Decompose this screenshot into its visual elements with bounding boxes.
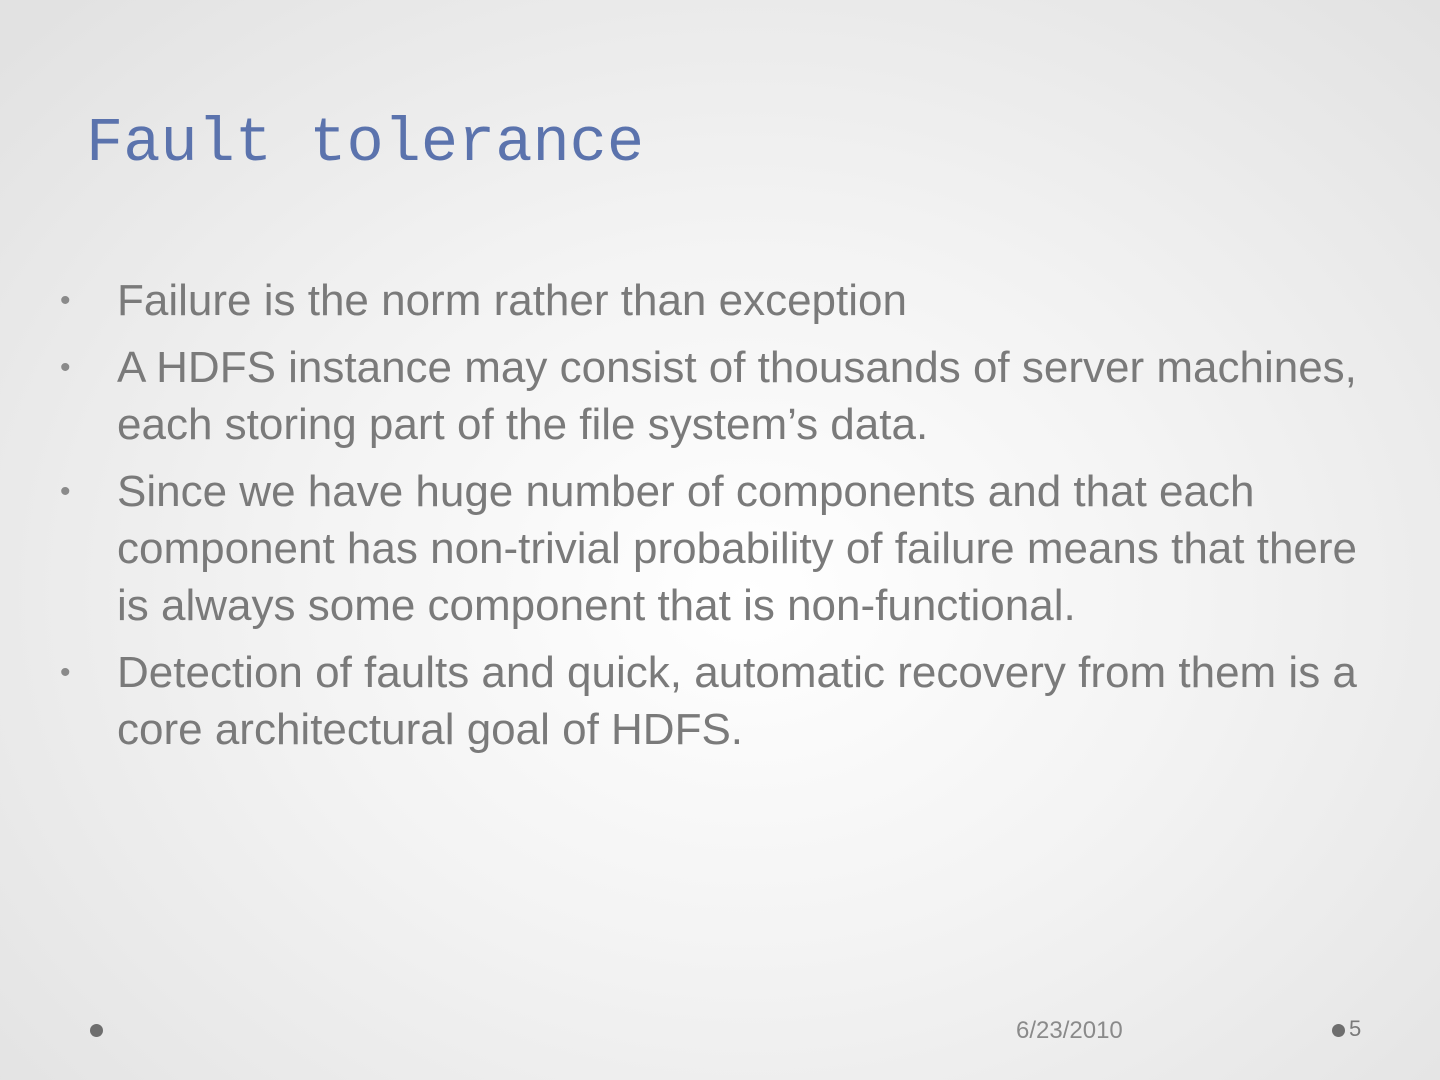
bullet-item: [60, 463, 1390, 634]
bullet-text: Failure is the norm rather than exception: [117, 276, 907, 325]
bullet-text: Detection of faults and quick, automatic recovery from them is a core architectural goal of HDFS.: [117, 648, 1357, 754]
bullet-dot-icon: •: [60, 475, 71, 508]
bullet-item: [60, 644, 1390, 758]
bullet-text: Since we have huge number of components and that each component has non-trivial probability of failure means that there is always some component that is non-functional.: [117, 467, 1358, 630]
footer-date: 6/23/2010: [1016, 1017, 1123, 1044]
bullet-text: A HDFS instance may consist of thousands of server machines, each storing part of the file system’s data.: [117, 343, 1357, 449]
bullet-dot-icon: •: [60, 351, 71, 384]
slide-title: Fault tolerance: [86, 108, 645, 179]
bullet-dot-icon: •: [60, 284, 71, 317]
bullet-item: [60, 339, 1390, 453]
bullet-item: [60, 272, 1390, 329]
page-number: 5: [1349, 1016, 1362, 1041]
footer-left-dot-icon: [90, 1024, 103, 1037]
bullet-list: [60, 272, 1390, 768]
bullet-dot-icon: •: [60, 656, 71, 689]
footer-right-dot-icon: [1332, 1024, 1345, 1037]
